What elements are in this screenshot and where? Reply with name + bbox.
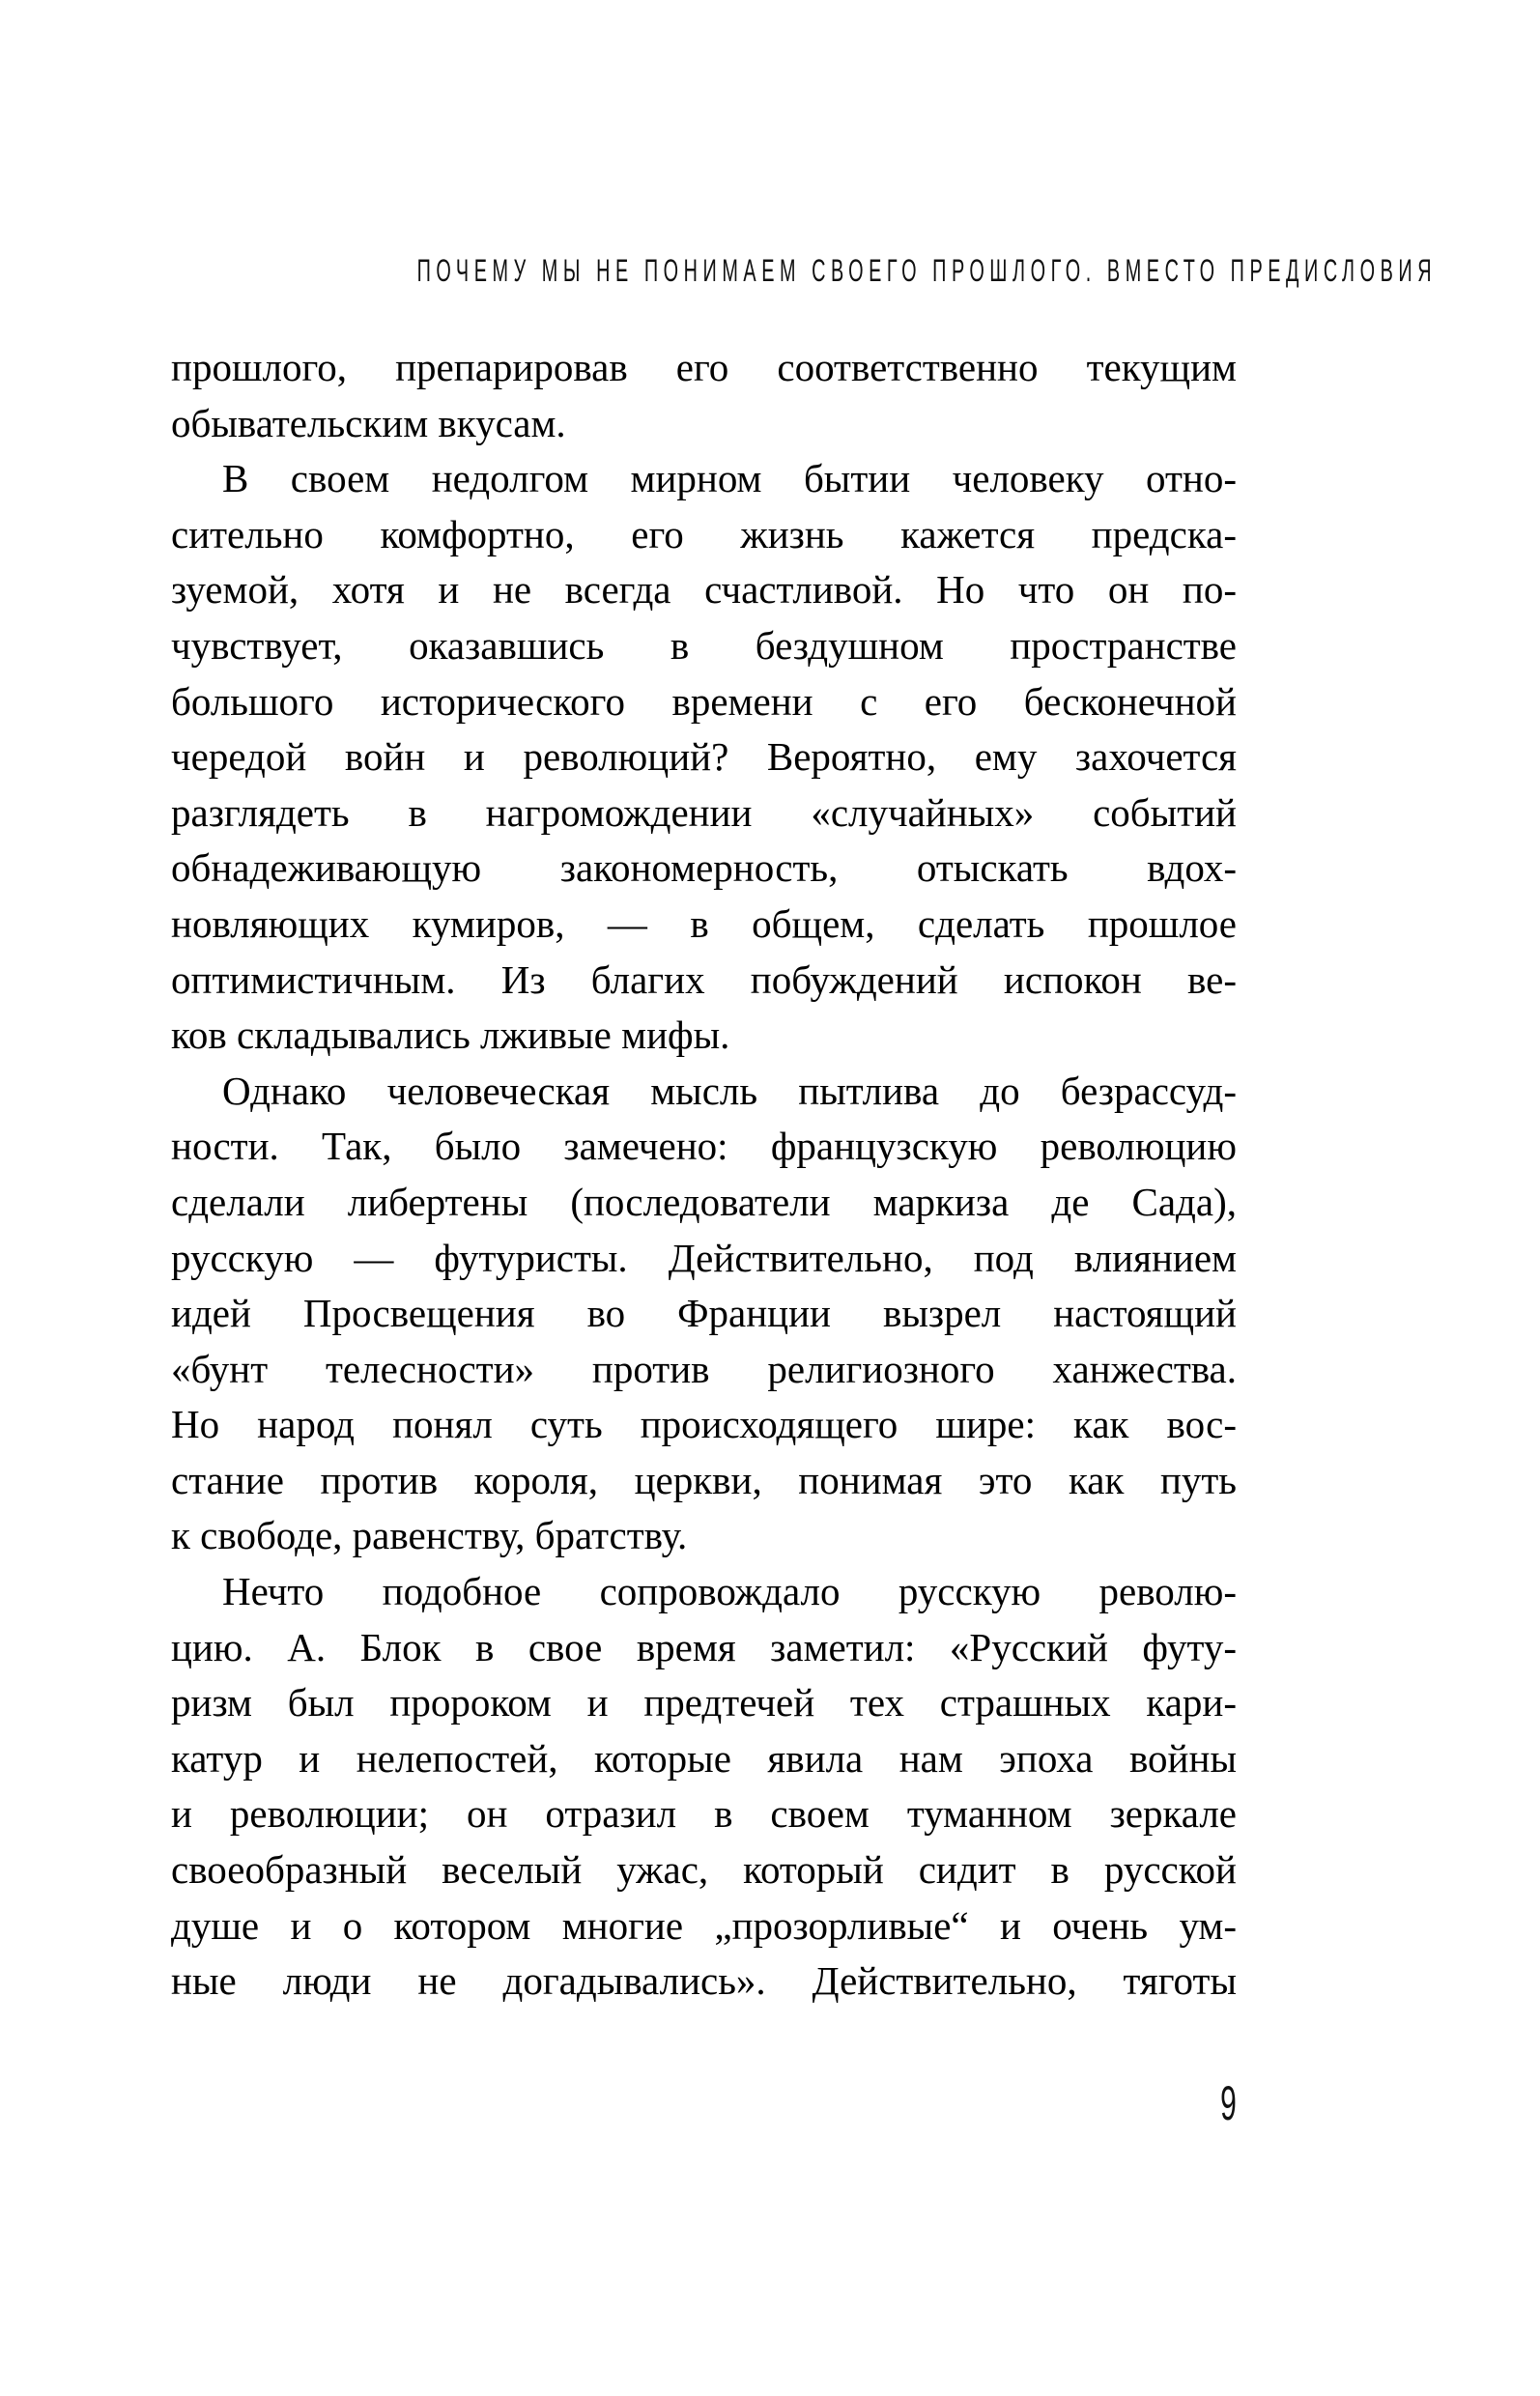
text-line: Однако человеческая мысль пытлива до безрассуд-	[222, 1068, 1237, 1113]
text-line: идей Просвещения во Франции вызрел настоящий	[171, 1291, 1237, 1336]
text-line: «бунт телесности» против религиозного ханжества.	[171, 1346, 1237, 1391]
text-line: своеобразный веселый ужас, который сидит в русской	[171, 1847, 1237, 1893]
text-line: ков складывались лживые мифы.	[171, 1013, 730, 1058]
text-line: зуемой, хотя и не всегда счастливой. Но что он по-	[171, 567, 1237, 613]
page-number-value: 9	[1220, 2076, 1237, 2130]
text-line: большого исторического времени с его бесконечной	[171, 678, 1237, 724]
text-line: новляющих кумиров, — в общем, сделать прошлое	[171, 900, 1237, 946]
text-line: Но народ понял суть происходящего шире: как вос-	[171, 1402, 1237, 1447]
text-line: цию. А. Блок в свое время заметил: «Русский футу-	[171, 1624, 1237, 1669]
text-line: катур и нелепостей, которые явила нам эпоха войны	[171, 1735, 1237, 1781]
text-line: В своем недолгом мирном бытии человеку отно-	[222, 456, 1237, 501]
text-line: оптимистичным. Из благих побуждений испокон ве-	[171, 956, 1237, 1002]
text-line: обывательским вкусам.	[171, 400, 566, 445]
text-line: душе и о котором многие „прозорливые“ и очень ум-	[171, 1902, 1237, 1948]
text-line: разглядеть в нагромождении «случайных» событий	[171, 789, 1237, 835]
running-header: ПОЧЕМУ МЫ НЕ ПОНИМАЕМ СВОЕГО ПРОШЛОГО. ВМЕСТО ПРЕДИСЛОВИЯ	[416, 253, 1438, 288]
text-line: ные люди не догадывались». Действительно, тяготы	[171, 1958, 1237, 2004]
text-line: прошлого, препарировав его соответственно текущим	[171, 345, 1237, 389]
body-text	[171, 340, 1237, 2010]
text-line: стание против короля, церкви, понимая это как путь	[171, 1457, 1237, 1502]
text-line: Нечто подобное сопровождало русскую револю-	[222, 1569, 1237, 1614]
text-line: русскую — футуристы. Действительно, под влиянием	[171, 1235, 1237, 1280]
text-line: сделали либертены (последователи маркиза де Сада),	[171, 1179, 1237, 1224]
text-line: обнадеживающую закономерность, отыскать вдох-	[171, 845, 1237, 891]
page-number	[171, 2075, 1237, 2131]
text-line: чувствует, оказавшись в бездушном пространстве	[171, 622, 1237, 668]
text-line: и революции; он отразил в своем туманном зеркале	[171, 1791, 1237, 1837]
text-line: ризм был пророком и предтечей тех страшных кари-	[171, 1680, 1237, 1726]
text-line: ности. Так, было замечено: французскую революцию	[171, 1124, 1237, 1169]
text-line: к свободе, равенству, братству.	[171, 1513, 688, 1558]
text-line: чередой войн и революций? Вероятно, ему захочется	[171, 734, 1237, 780]
text-line: сительно комфортно, его жизнь кажется предска-	[171, 511, 1237, 556]
